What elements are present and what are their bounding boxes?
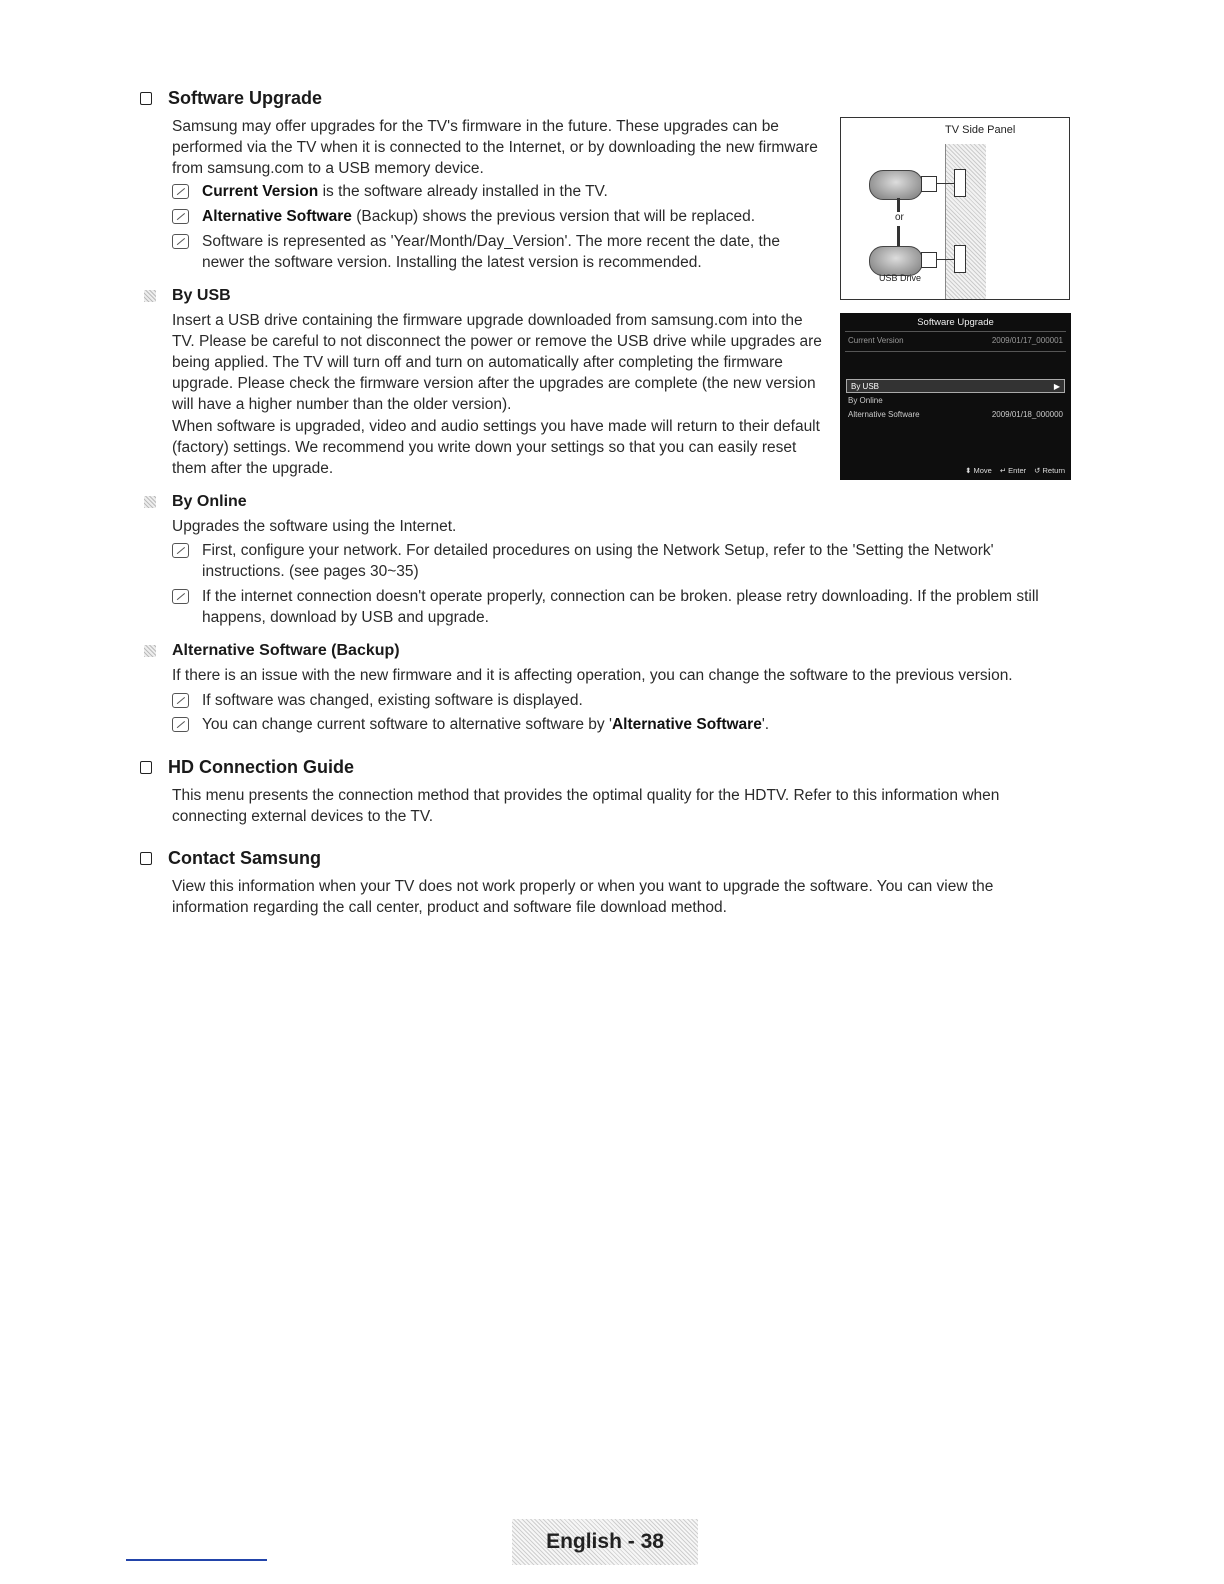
note-text: You can change current software to alternative software by ': [202, 716, 612, 733]
osd-by-online-label: By Online: [848, 396, 883, 405]
by-online-paragraph: Upgrades the software using the Internet.: [172, 518, 457, 535]
page-number-badge: [512, 1519, 698, 1565]
note-icon: [172, 209, 189, 224]
osd-divider: [845, 351, 1066, 352]
note-software-changed: [172, 690, 1052, 711]
osd-return-hint: ↺ Return: [1034, 466, 1065, 475]
alt-software-paragraph: If there is an issue with the new firmware and it is affecting operation, you can change the software to the previous version.: [172, 667, 1013, 684]
osd-move-hint: ⬍ Move: [965, 466, 992, 475]
side-panel-jack-strip: [945, 144, 986, 299]
osd-divider: [845, 331, 1066, 332]
note-version-format: [172, 231, 822, 273]
note-icon: [172, 693, 189, 708]
page-number: English - 38: [546, 1530, 664, 1553]
checkbox-bullet-icon: [140, 92, 152, 105]
note-change-software: [172, 714, 1052, 735]
software-upgrade-intro: Samsung may offer upgrades for the TV's firmware in the future. These upgrades can be performed via the TV when it is connected to the Internet, or by downloading the new firmware from samsung.com to a USB memory device.: [172, 118, 818, 177]
usb-drive-icon: [869, 170, 923, 200]
osd-by-usb-label: By USB: [851, 381, 880, 391]
osd-row-current-version: [848, 336, 1063, 345]
usb-drive-icon: [869, 246, 923, 276]
note-text: If the internet connection doesn't operate properly, connection can be broken. please retry downloading. If the problem still happens, download by USB and upgrade.: [202, 588, 1039, 626]
note-bold: Alternative Software: [611, 716, 762, 733]
note-current-version: [172, 181, 822, 202]
section-software-upgrade: [140, 88, 322, 109]
osd-footer: [965, 466, 1065, 475]
usb-drive-label: USB Drive: [879, 273, 922, 283]
figure-title: TV Side Panel: [945, 124, 1016, 136]
osd-menu-item-by-online[interactable]: [848, 396, 1063, 405]
connector-line: [897, 226, 900, 246]
tv-side-panel-figure: [840, 117, 1070, 300]
note-configure-network: [172, 540, 1052, 582]
section-hd-connection-guide: [140, 757, 354, 778]
subsection-title: Alternative Software (Backup): [172, 642, 400, 659]
osd-alt-label: Alternative Software: [848, 410, 920, 419]
by-usb-paragraph-2: When software is upgraded, video and audio settings you have made will return to their default (factory) settings. We recommend you write down your settings so that you can easily reset them after the upgrade.: [172, 418, 820, 477]
note-icon: [172, 184, 189, 199]
software-upgrade-osd-screenshot: [840, 313, 1071, 480]
note-icon: [172, 717, 189, 732]
arrow-right-icon: ▶: [1053, 381, 1060, 391]
figure-or-label: or: [895, 212, 904, 223]
section-contact-samsung: [140, 848, 321, 869]
section-title: HD Connection Guide: [168, 757, 354, 777]
subsection-bullet-icon: [144, 290, 156, 302]
checkbox-bullet-icon: [140, 852, 152, 865]
osd-current-value: 2009/01/17_000001: [991, 336, 1063, 345]
checkbox-bullet-icon: [140, 761, 152, 774]
usb-port-icon: [954, 169, 966, 197]
subsection-alternative-software: [144, 642, 400, 660]
osd-menu-item-alternative-software[interactable]: [848, 410, 1063, 419]
hd-guide-paragraph: This menu presents the connection method that provides the optimal quality for the HDTV. Refer to this information when connecting external devices to the TV.: [172, 787, 1000, 825]
note-text: '.: [761, 716, 770, 733]
note-bold: Alternative Software: [202, 208, 352, 225]
usb-plug-icon: [921, 176, 937, 192]
note-text: If software was changed, existing software is displayed.: [202, 692, 583, 709]
contact-paragraph: View this information when your TV does not work properly or when you want to upgrade the software. You can view the information regarding the call center, product and software file download method.: [172, 878, 994, 916]
osd-menu-item-by-usb[interactable]: [846, 379, 1065, 393]
section-title: Contact Samsung: [168, 848, 322, 868]
subsection-by-online: [144, 493, 247, 511]
osd-title: Software Upgrade: [917, 317, 994, 328]
note-bold: Current Version: [202, 183, 319, 200]
note-icon: [172, 589, 189, 604]
connector-line: [936, 183, 954, 184]
note-icon: [172, 543, 189, 558]
footer-rule: [126, 1559, 267, 1561]
subsection-bullet-icon: [144, 496, 156, 508]
note-text: First, configure your network. For detailed procedures on using the Network Setup, refer to the 'Setting the Network' instructions. (see pages 30~35): [202, 542, 994, 580]
connector-line: [897, 198, 900, 212]
by-usb-paragraph-1: Insert a USB drive containing the firmware upgrade downloaded from samsung.com into the TV. Please be careful to not disconnect the power or remove the USB drive while upgrades are being applied. The TV will turn off and turn on automatically after completing the firmware upgrade. Please check the firmware version after the upgrades are complete (the new version will have a higher number than the older version).: [172, 312, 822, 413]
note-text: is the software already installed in the TV.: [318, 183, 608, 200]
note-text: (Backup) shows the previous version that will be replaced.: [351, 208, 756, 225]
usb-port-icon: [954, 245, 966, 273]
subsection-by-usb: [144, 287, 231, 305]
note-internet-connection: [172, 586, 1052, 628]
osd-alt-value: 2009/01/18_000000: [991, 410, 1063, 419]
osd-enter-hint: ↵ Enter: [999, 466, 1027, 475]
subsection-title: By USB: [172, 287, 231, 304]
subsection-title: By Online: [172, 493, 247, 510]
note-text: Software is represented as 'Year/Month/Day_Version'. The more recent the date, the newer the software version. Installing the latest version is recommended.: [202, 233, 781, 271]
note-alternative-software: [172, 206, 822, 227]
usb-plug-icon: [921, 252, 937, 268]
subsection-bullet-icon: [144, 645, 156, 657]
note-icon: [172, 234, 189, 249]
section-title: Software Upgrade: [168, 88, 323, 108]
connector-line: [936, 259, 954, 260]
osd-current-label: Current Version: [848, 336, 904, 345]
